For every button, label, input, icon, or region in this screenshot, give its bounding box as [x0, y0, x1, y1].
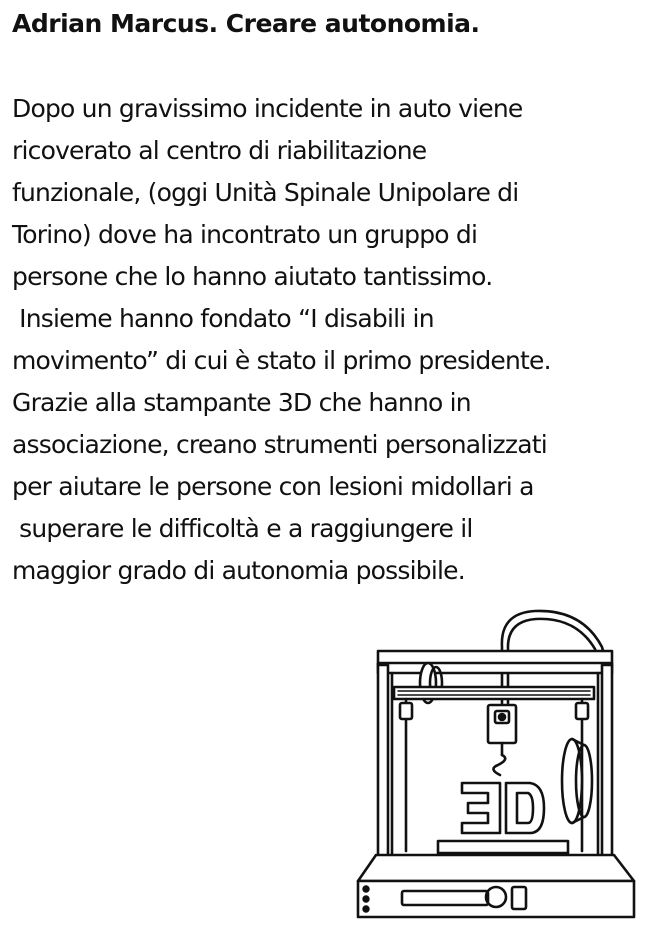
document-title: Adrian Marcus. Creare autonomia.	[12, 9, 480, 38]
body-line-6: Insieme hanno fondato “I disabili in	[12, 304, 434, 333]
body-line-3: funzionale, (oggi Unità Spinale Unipolare di	[12, 178, 519, 207]
3d-printer-icon	[350, 603, 640, 921]
body-line-8: Grazie alla stampante 3D che hanno in	[12, 388, 471, 417]
body-line-9: associazione, creano strumenti personalizzati	[12, 430, 547, 459]
body-line-7: movimento” di cui è stato il primo presidente.	[12, 346, 551, 375]
body-line-1: Dopo un gravissimo incidente in auto viene	[12, 94, 523, 123]
body-line-5: persone che lo hanno aiutato tantissimo.	[12, 262, 493, 291]
body-line-12: maggior grado di autonomia possibile.	[12, 556, 465, 585]
body-line-4: Torino) dove ha incontrato un gruppo di	[12, 220, 478, 249]
body-line-10: per aiutare le persone con lesioni midollari a	[12, 472, 534, 501]
body-paragraph	[12, 88, 660, 592]
body-line-11: superare le difficoltà e a raggiungere il	[12, 514, 473, 543]
body-line-2: ricoverato al centro di riabilitazione	[12, 136, 427, 165]
